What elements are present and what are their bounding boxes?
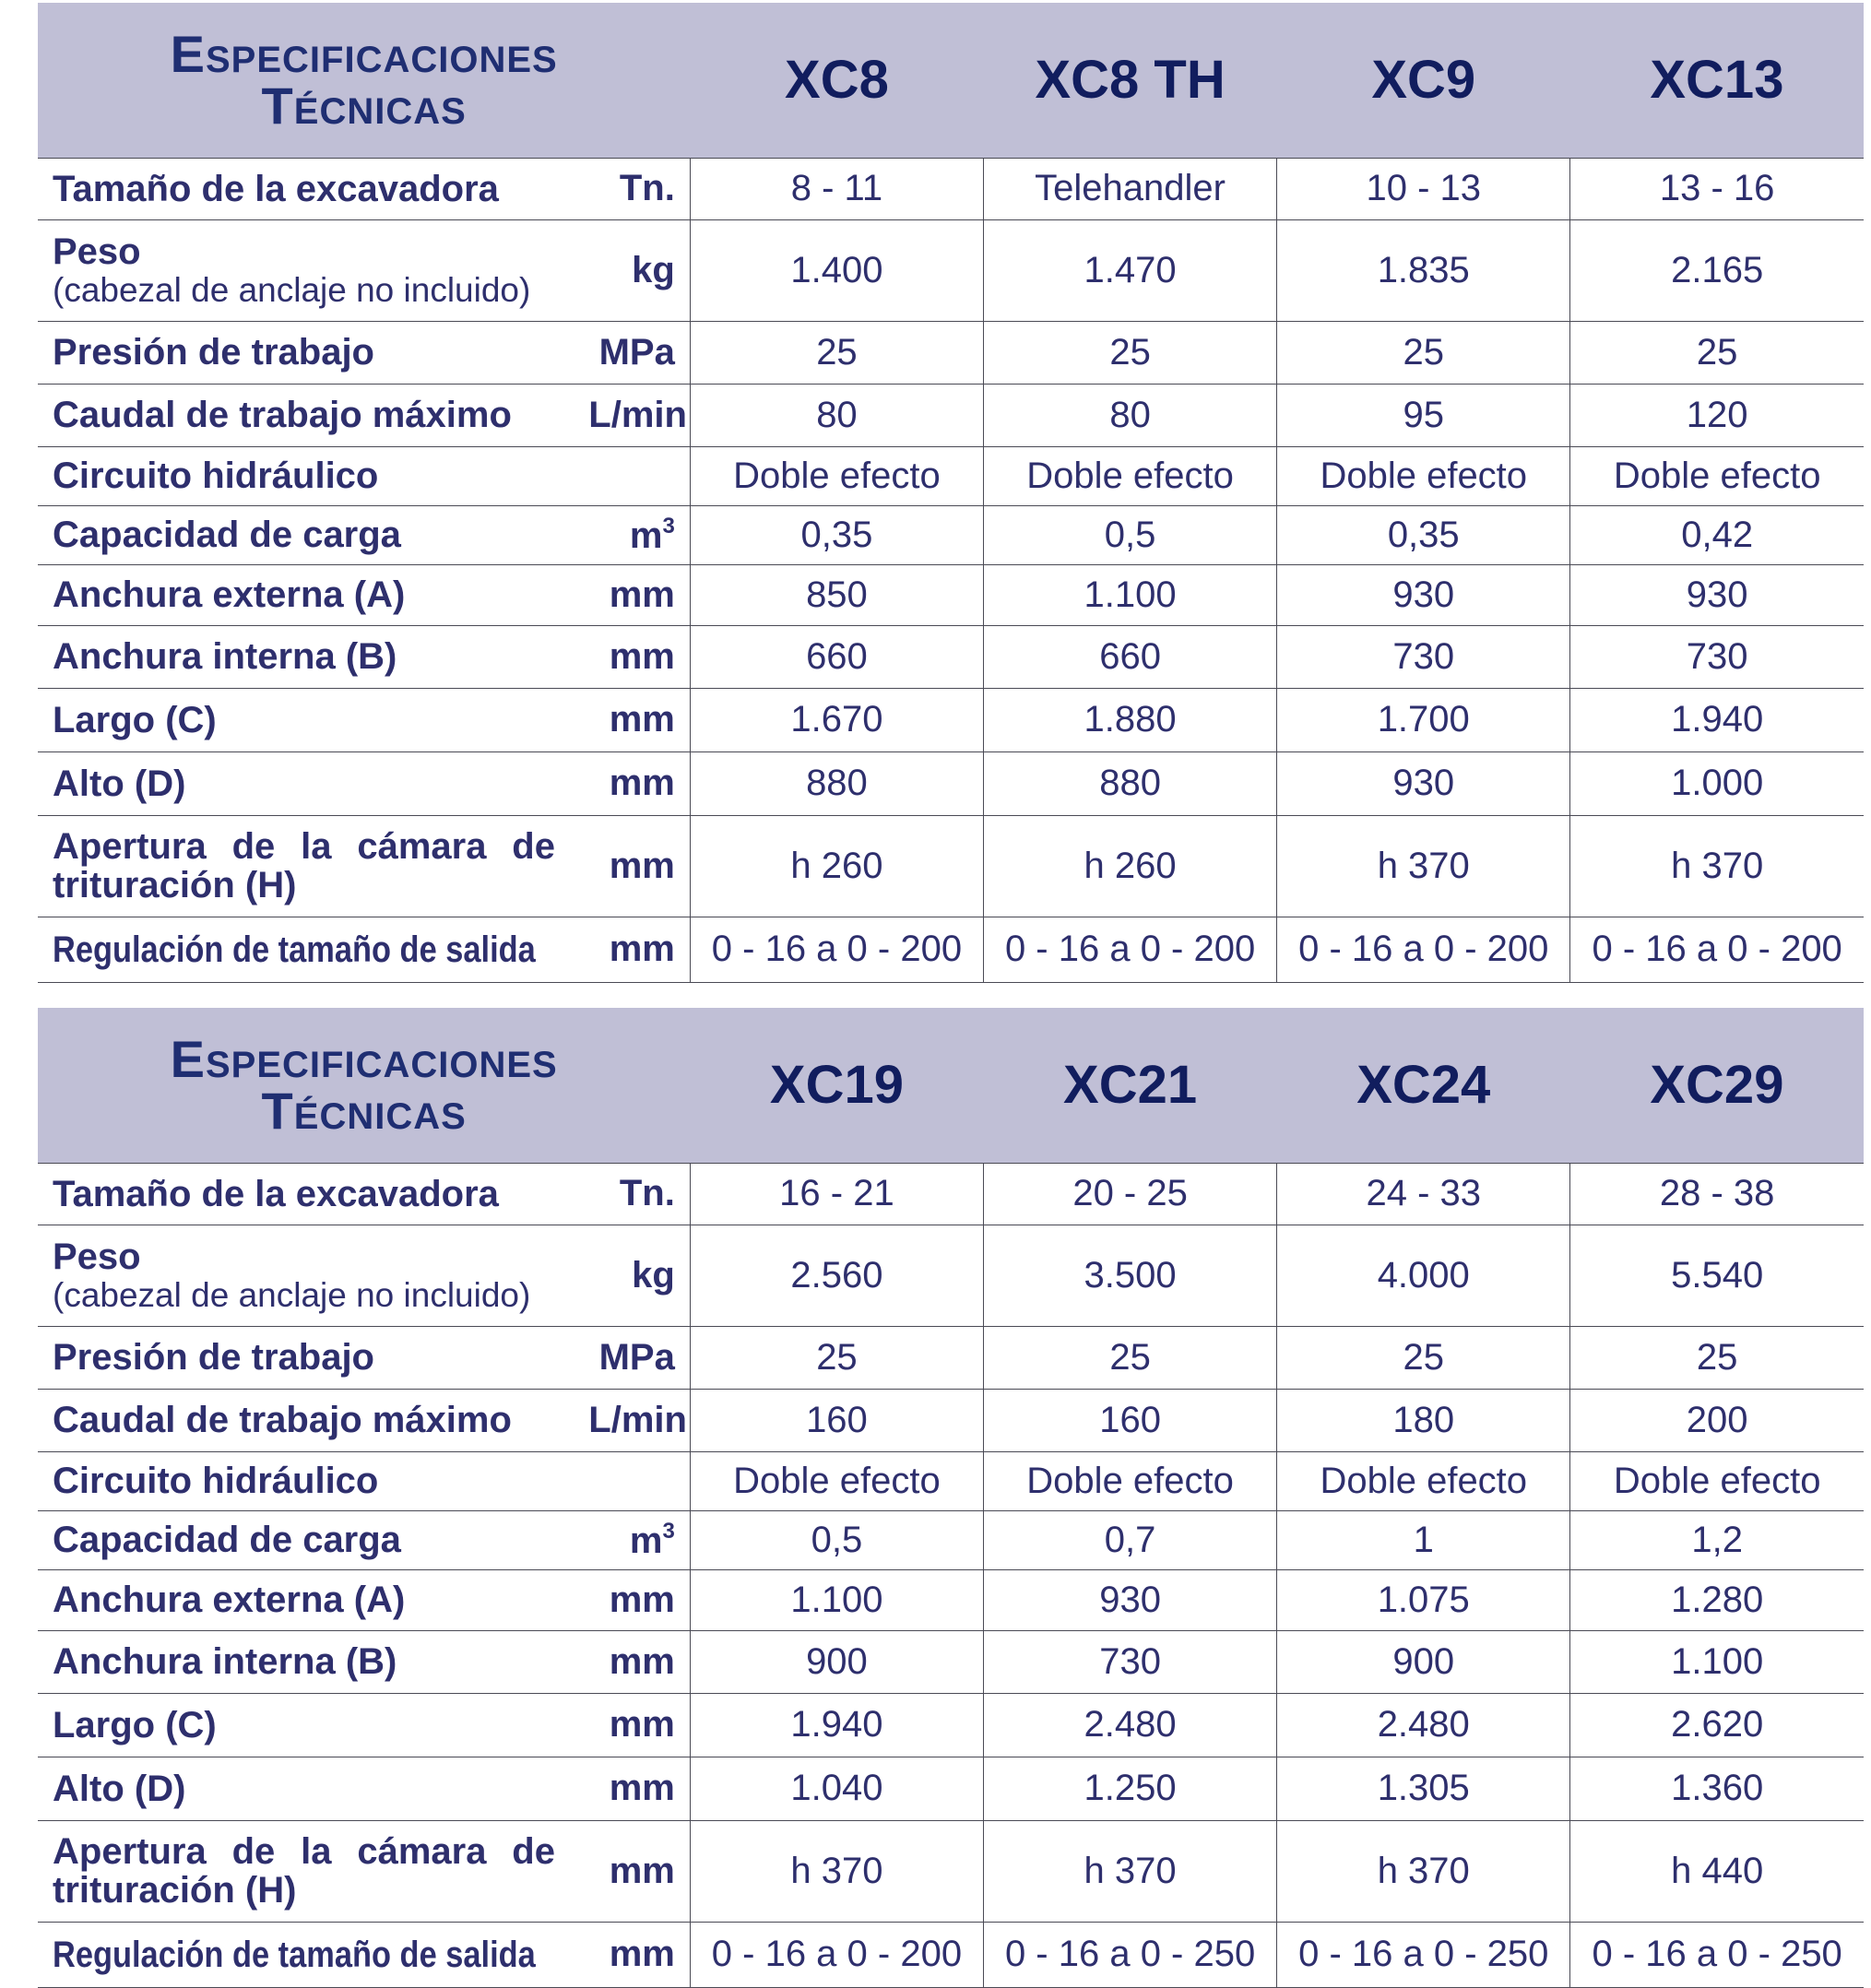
cell-value: 1.280	[1570, 1569, 1864, 1630]
row-unit: kg	[588, 219, 690, 321]
model-header: XC8 TH	[984, 3, 1277, 158]
cell-value: 880	[984, 751, 1277, 815]
row-pressure	[38, 321, 1864, 384]
row-internal-width	[38, 1630, 1864, 1693]
row-unit: mm	[588, 917, 690, 982]
table-title: ESPECIFICACIONES TÉCNICAS	[38, 1008, 690, 1163]
row-label: Caudal de trabajo máximo	[38, 384, 588, 446]
row-unit: L/min	[588, 384, 690, 446]
row-label: Apertura de la cámara de trituración (H)	[38, 1820, 588, 1922]
cell-value: 0,5	[984, 505, 1277, 564]
row-excavator-size	[38, 158, 1864, 219]
cell-value: h 370	[1277, 1820, 1570, 1922]
row-label: Alto (D)	[38, 1757, 588, 1820]
row-unit: $m^3$	[588, 1510, 690, 1569]
row-unit: MPa	[588, 1326, 690, 1389]
row-label: Circuito hidráulico	[38, 446, 588, 505]
row-unit: mm	[588, 1569, 690, 1630]
cell-value: 25	[984, 1326, 1277, 1389]
row-capacity	[38, 505, 1864, 564]
cell-value: 730	[1570, 625, 1864, 688]
cell-value: 3.500	[984, 1225, 1277, 1326]
table-title: ESPECIFICACIONES TÉCNICAS	[38, 3, 690, 158]
cell-value: 1.940	[1570, 688, 1864, 751]
cell-value: Doble efecto	[984, 1451, 1277, 1510]
cell-value: 1.100	[984, 564, 1277, 625]
cell-value: 930	[984, 1569, 1277, 1630]
row-label: Caudal de trabajo máximo	[38, 1389, 588, 1451]
cell-value: 930	[1277, 751, 1570, 815]
cell-value: Doble efecto	[1570, 1451, 1864, 1510]
cell-value: 1.470	[984, 219, 1277, 321]
row-label: Anchura interna (B)	[38, 625, 588, 688]
row-unit: Tn.	[588, 1163, 690, 1225]
row-weight	[38, 219, 1864, 321]
cell-value: 4.000	[1277, 1225, 1570, 1326]
cell-value: 930	[1277, 564, 1570, 625]
cell-value: 0 - 16 a 0 - 200	[984, 917, 1277, 982]
cell-value: 25	[690, 321, 983, 384]
cell-value: 730	[1277, 625, 1570, 688]
row-capacity	[38, 1510, 1864, 1569]
cell-value: 660	[690, 625, 983, 688]
row-height	[38, 1757, 1864, 1820]
row-unit: mm	[588, 815, 690, 917]
row-label: Presión de trabajo	[38, 321, 588, 384]
cell-value: 2.165	[1570, 219, 1864, 321]
row-unit: $m^3$	[588, 505, 690, 564]
row-height	[38, 751, 1864, 815]
row-pressure	[38, 1326, 1864, 1389]
row-unit: mm	[588, 1757, 690, 1820]
cell-value: 880	[690, 751, 983, 815]
row-excavator-size	[38, 1163, 1864, 1225]
cell-value: 0 - 16 a 0 - 200	[1570, 917, 1864, 982]
cell-value: 0 - 16 a 0 - 200	[1277, 917, 1570, 982]
cell-value: 1.835	[1277, 219, 1570, 321]
cell-value: 160	[690, 1389, 983, 1451]
cell-value: 28 - 38	[1570, 1163, 1864, 1225]
cell-value: 0,42	[1570, 505, 1864, 564]
row-label: Anchura interna (B)	[38, 1630, 588, 1693]
spec-table-1	[38, 3, 1864, 983]
row-label: Alto (D)	[38, 751, 588, 815]
cell-value: 1.250	[984, 1757, 1277, 1820]
row-label: Presión de trabajo	[38, 1326, 588, 1389]
model-header: XC19	[690, 1008, 983, 1163]
row-label: Circuito hidráulico	[38, 1451, 588, 1510]
row-label: Anchura externa (A)	[38, 1569, 588, 1630]
model-header: XC24	[1277, 1008, 1570, 1163]
model-header: XC21	[984, 1008, 1277, 1163]
cell-value: h 440	[1570, 1820, 1864, 1922]
row-unit	[588, 446, 690, 505]
cell-value: 13 - 16	[1570, 158, 1864, 219]
row-label: Largo (C)	[38, 688, 588, 751]
row-label	[38, 1225, 588, 1326]
row-label: Anchura externa (A)	[38, 564, 588, 625]
model-header: XC9	[1277, 3, 1570, 158]
weight-label: Peso	[53, 1236, 141, 1277]
row-external-width	[38, 1569, 1864, 1630]
cell-value: 5.540	[1570, 1225, 1864, 1326]
cell-value: 1.040	[690, 1757, 983, 1820]
row-external-width	[38, 564, 1864, 625]
cell-value: 0 - 16 a 0 - 250	[984, 1922, 1277, 1987]
cell-value: 1	[1277, 1510, 1570, 1569]
row-label: Regulación de tamaño de salida	[38, 917, 588, 982]
cell-value: h 260	[984, 815, 1277, 917]
cell-value: 900	[1277, 1630, 1570, 1693]
cell-value: 0,7	[984, 1510, 1277, 1569]
cell-value: 0,35	[1277, 505, 1570, 564]
cell-value: 850	[690, 564, 983, 625]
row-output-regulation	[38, 917, 1864, 982]
row-unit: mm	[588, 564, 690, 625]
cell-value: Doble efecto	[1570, 446, 1864, 505]
header-row	[38, 1008, 1864, 1163]
cell-value: Doble efecto	[1277, 446, 1570, 505]
cell-value: 0,35	[690, 505, 983, 564]
cell-value: 0 - 16 a 0 - 200	[690, 917, 983, 982]
cell-value: 25	[984, 321, 1277, 384]
row-length	[38, 1693, 1864, 1757]
row-weight	[38, 1225, 1864, 1326]
cell-value: 120	[1570, 384, 1864, 446]
row-unit: mm	[588, 751, 690, 815]
cell-value: 25	[1277, 1326, 1570, 1389]
row-circuit	[38, 1451, 1864, 1510]
cell-value: 1.940	[690, 1693, 983, 1757]
weight-note: (cabezal de anclaje no incluido)	[53, 270, 531, 309]
cell-value: h 370	[1277, 815, 1570, 917]
row-unit: mm	[588, 1820, 690, 1922]
row-unit: mm	[588, 688, 690, 751]
cell-value: 20 - 25	[984, 1163, 1277, 1225]
cell-value: 1,2	[1570, 1510, 1864, 1569]
cell-value: 1.305	[1277, 1757, 1570, 1820]
cell-value: h 260	[690, 815, 983, 917]
cell-value: h 370	[690, 1820, 983, 1922]
cell-value: 900	[690, 1630, 983, 1693]
row-opening	[38, 815, 1864, 917]
cell-value: 930	[1570, 564, 1864, 625]
row-opening	[38, 1820, 1864, 1922]
cell-value: 95	[1277, 384, 1570, 446]
cell-value: Doble efecto	[984, 446, 1277, 505]
cell-value: 80	[690, 384, 983, 446]
model-header: XC29	[1570, 1008, 1864, 1163]
cell-value: 1.670	[690, 688, 983, 751]
cell-value: 2.560	[690, 1225, 983, 1326]
cell-value: 16 - 21	[690, 1163, 983, 1225]
model-header: XC8	[690, 3, 983, 158]
cell-value: 1.360	[1570, 1757, 1864, 1820]
cell-value: Doble efecto	[690, 1451, 983, 1510]
cell-value: 1.000	[1570, 751, 1864, 815]
cell-value: 80	[984, 384, 1277, 446]
cell-value: 25	[1570, 1326, 1864, 1389]
row-length	[38, 688, 1864, 751]
spec-table-2	[38, 1008, 1864, 1988]
cell-value: 1.075	[1277, 1569, 1570, 1630]
cell-value: 8 - 11	[690, 158, 983, 219]
cell-value: 0 - 16 a 0 - 200	[690, 1922, 983, 1987]
row-flow	[38, 384, 1864, 446]
cell-value: h 370	[984, 1820, 1277, 1922]
row-unit: MPa	[588, 321, 690, 384]
row-label: Capacidad de carga	[38, 1510, 588, 1569]
cell-value: 25	[1570, 321, 1864, 384]
cell-value: 0 - 16 a 0 - 250	[1277, 1922, 1570, 1987]
cell-value: 25	[690, 1326, 983, 1389]
cell-value: 730	[984, 1630, 1277, 1693]
cell-value: Doble efecto	[690, 446, 983, 505]
row-unit: mm	[588, 625, 690, 688]
row-unit: mm	[588, 1922, 690, 1987]
cell-value: 25	[1277, 321, 1570, 384]
row-flow	[38, 1389, 1864, 1451]
row-label: Capacidad de carga	[38, 505, 588, 564]
row-label: Largo (C)	[38, 1693, 588, 1757]
cell-value: 1.700	[1277, 688, 1570, 751]
header-row	[38, 3, 1864, 158]
cell-value: 1.880	[984, 688, 1277, 751]
cell-value: 2.620	[1570, 1693, 1864, 1757]
row-output-regulation	[38, 1922, 1864, 1987]
row-unit: Tn.	[588, 158, 690, 219]
cell-value: 0 - 16 a 0 - 250	[1570, 1922, 1864, 1987]
cell-value: 1.100	[690, 1569, 983, 1630]
cell-value: 10 - 13	[1277, 158, 1570, 219]
cell-value: 2.480	[984, 1693, 1277, 1757]
row-unit: kg	[588, 1225, 690, 1326]
row-unit: mm	[588, 1693, 690, 1757]
cell-value: Telehandler	[984, 158, 1277, 219]
row-unit	[588, 1451, 690, 1510]
cell-value: 200	[1570, 1389, 1864, 1451]
row-label: Tamaño de la excavadora	[38, 158, 588, 219]
cell-value: 0,5	[690, 1510, 983, 1569]
row-label	[38, 219, 588, 321]
row-internal-width	[38, 625, 1864, 688]
row-label: Apertura de la cámara de trituración (H)	[38, 815, 588, 917]
row-circuit	[38, 446, 1864, 505]
cell-value: 160	[984, 1389, 1277, 1451]
cell-value: 180	[1277, 1389, 1570, 1451]
row-label: Tamaño de la excavadora	[38, 1163, 588, 1225]
row-unit: L/min	[588, 1389, 690, 1451]
row-unit: mm	[588, 1630, 690, 1693]
row-label: Regulación de tamaño de salida	[38, 1922, 588, 1987]
cell-value: 2.480	[1277, 1693, 1570, 1757]
cell-value: 24 - 33	[1277, 1163, 1570, 1225]
weight-label: Peso	[53, 231, 141, 272]
cell-value: Doble efecto	[1277, 1451, 1570, 1510]
cell-value: 1.400	[690, 219, 983, 321]
cell-value: 660	[984, 625, 1277, 688]
cell-value: 1.100	[1570, 1630, 1864, 1693]
weight-note: (cabezal de anclaje no incluido)	[53, 1275, 531, 1314]
model-header: XC13	[1570, 3, 1864, 158]
cell-value: h 370	[1570, 815, 1864, 917]
